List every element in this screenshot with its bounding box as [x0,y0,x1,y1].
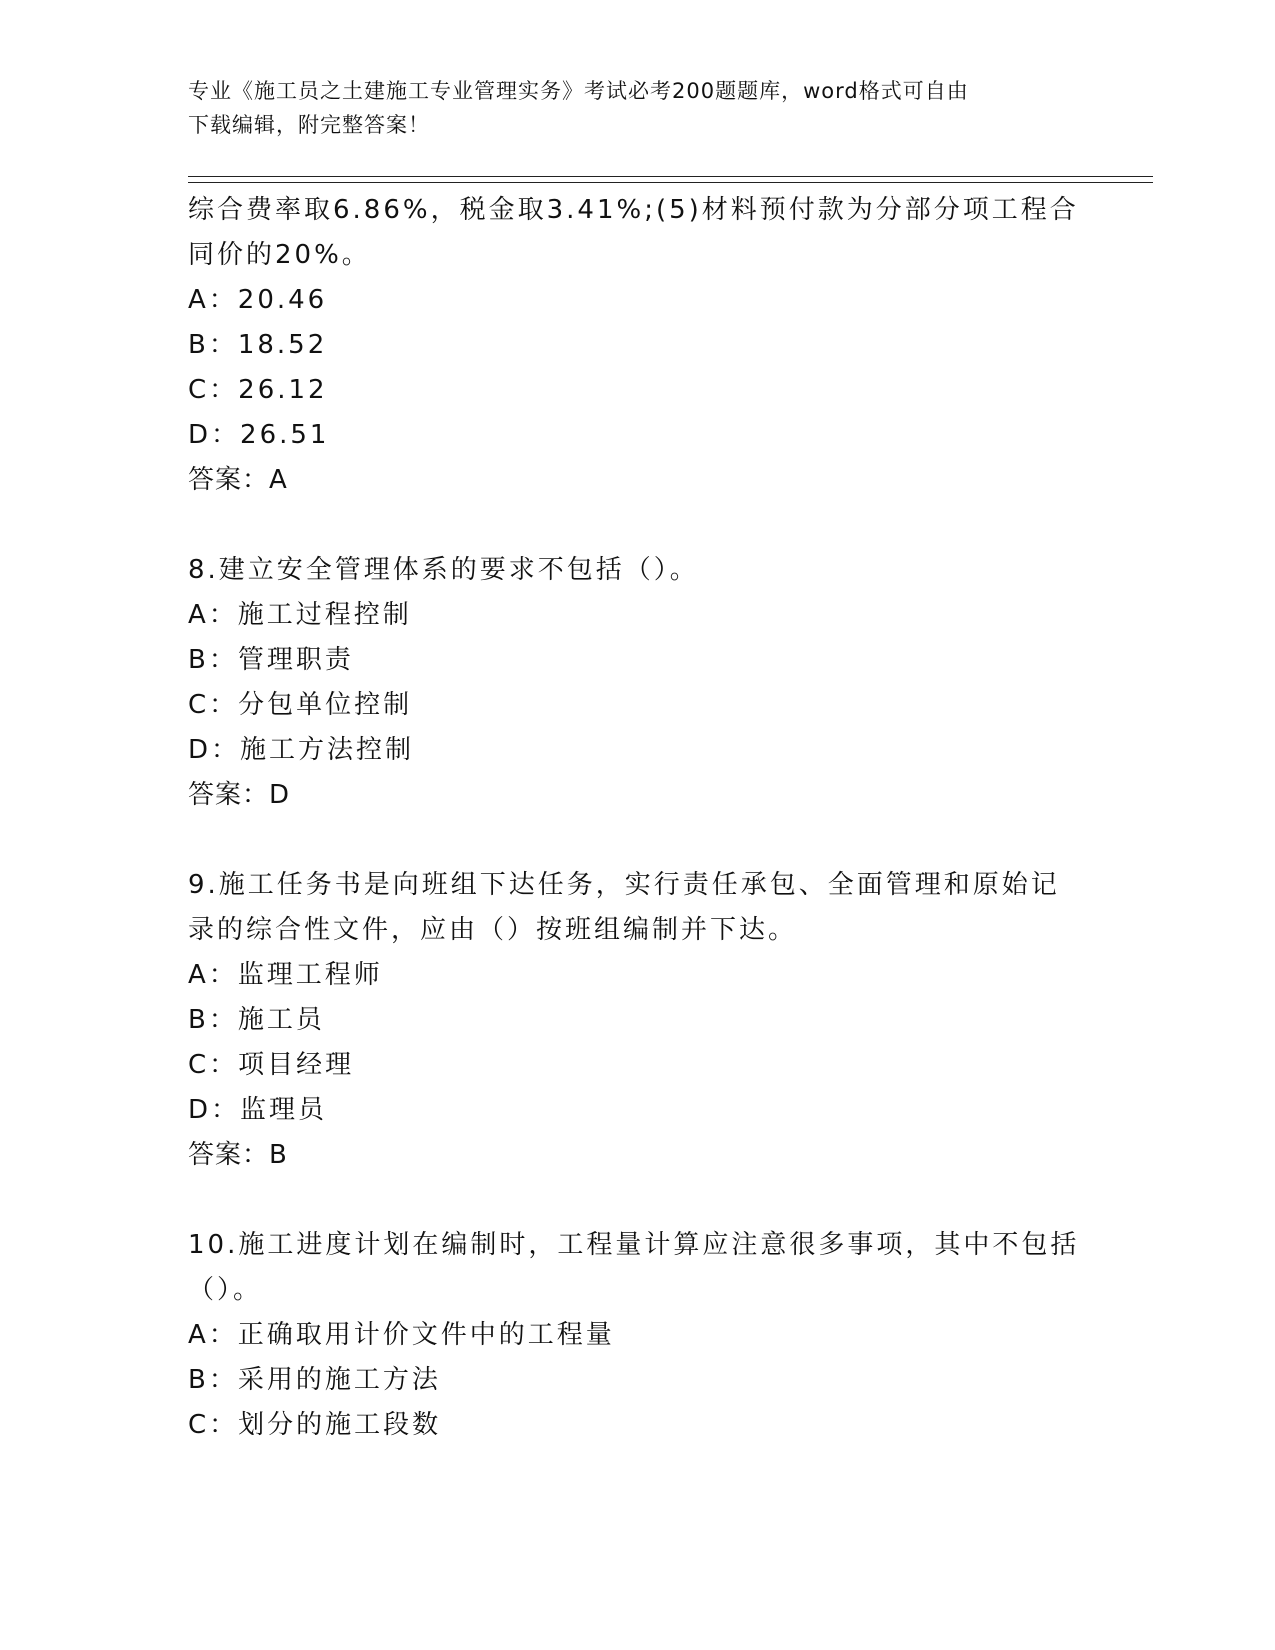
question-9-option-b: B：施工员 [188,1005,325,1035]
question-content [188,188,1088,1448]
question-7-option-d: D：26.51 [188,420,330,450]
question-7-stem-line-1: 综合费率取6.86%，税金取3.41%;(5)材料预付款为分部分项工程合 [188,195,1079,225]
question-spacer [188,503,1088,548]
question-9 [188,863,1088,1178]
question-8-stem: 8.建立安全管理体系的要求不包括（）。 [188,555,699,585]
question-9-stem-line-1: 9.施工任务书是向班组下达任务，实行责任承包、全面管理和原始记 [188,870,1060,900]
header-divider-bottom [188,182,1153,183]
question-spacer [188,818,1088,863]
question-10-option-a: A：正确取用计价文件中的工程量 [188,1320,615,1350]
question-7-option-c: C：26.12 [188,375,328,405]
question-9-option-c: C：项目经理 [188,1050,355,1080]
question-10-option-c: C：划分的施工段数 [188,1410,442,1440]
question-7-continued [188,188,1088,503]
question-8 [188,548,1088,818]
document-header [188,74,1068,142]
question-9-answer: 答案：B [188,1140,288,1170]
question-10 [188,1223,1088,1448]
question-spacer [188,1178,1088,1223]
question-7-option-b: B：18.52 [188,330,328,360]
question-8-option-b: B：管理职责 [188,645,354,675]
question-8-option-c: C：分包单位控制 [188,690,413,720]
question-7-stem-line-2: 同价的20%。 [188,240,371,270]
question-10-stem-line-2: （）。 [188,1275,263,1305]
question-10-option-b: B：采用的施工方法 [188,1365,441,1395]
question-9-option-d: D：监理员 [188,1095,328,1125]
question-8-option-a: A：施工过程控制 [188,600,412,630]
question-7-option-a: A：20.46 [188,285,328,315]
header-line-1: 专业《施工员之土建施工专业管理实务》考试必考200题题库，word格式可自由 [188,79,969,103]
header-line-2: 下载编辑，附完整答案！ [188,113,430,137]
question-8-answer: 答案：D [188,780,291,810]
question-7-answer: 答案：A [188,465,288,495]
question-9-stem-line-2: 录的综合性文件，应由（）按班组编制并下达。 [188,915,798,945]
header-divider-top [188,176,1153,177]
question-10-stem-line-1: 10.施工进度计划在编制时，工程量计算应注意很多事项，其中不包括 [188,1230,1080,1260]
question-9-option-a: A：监理工程师 [188,960,383,990]
question-8-option-d: D：施工方法控制 [188,735,415,765]
